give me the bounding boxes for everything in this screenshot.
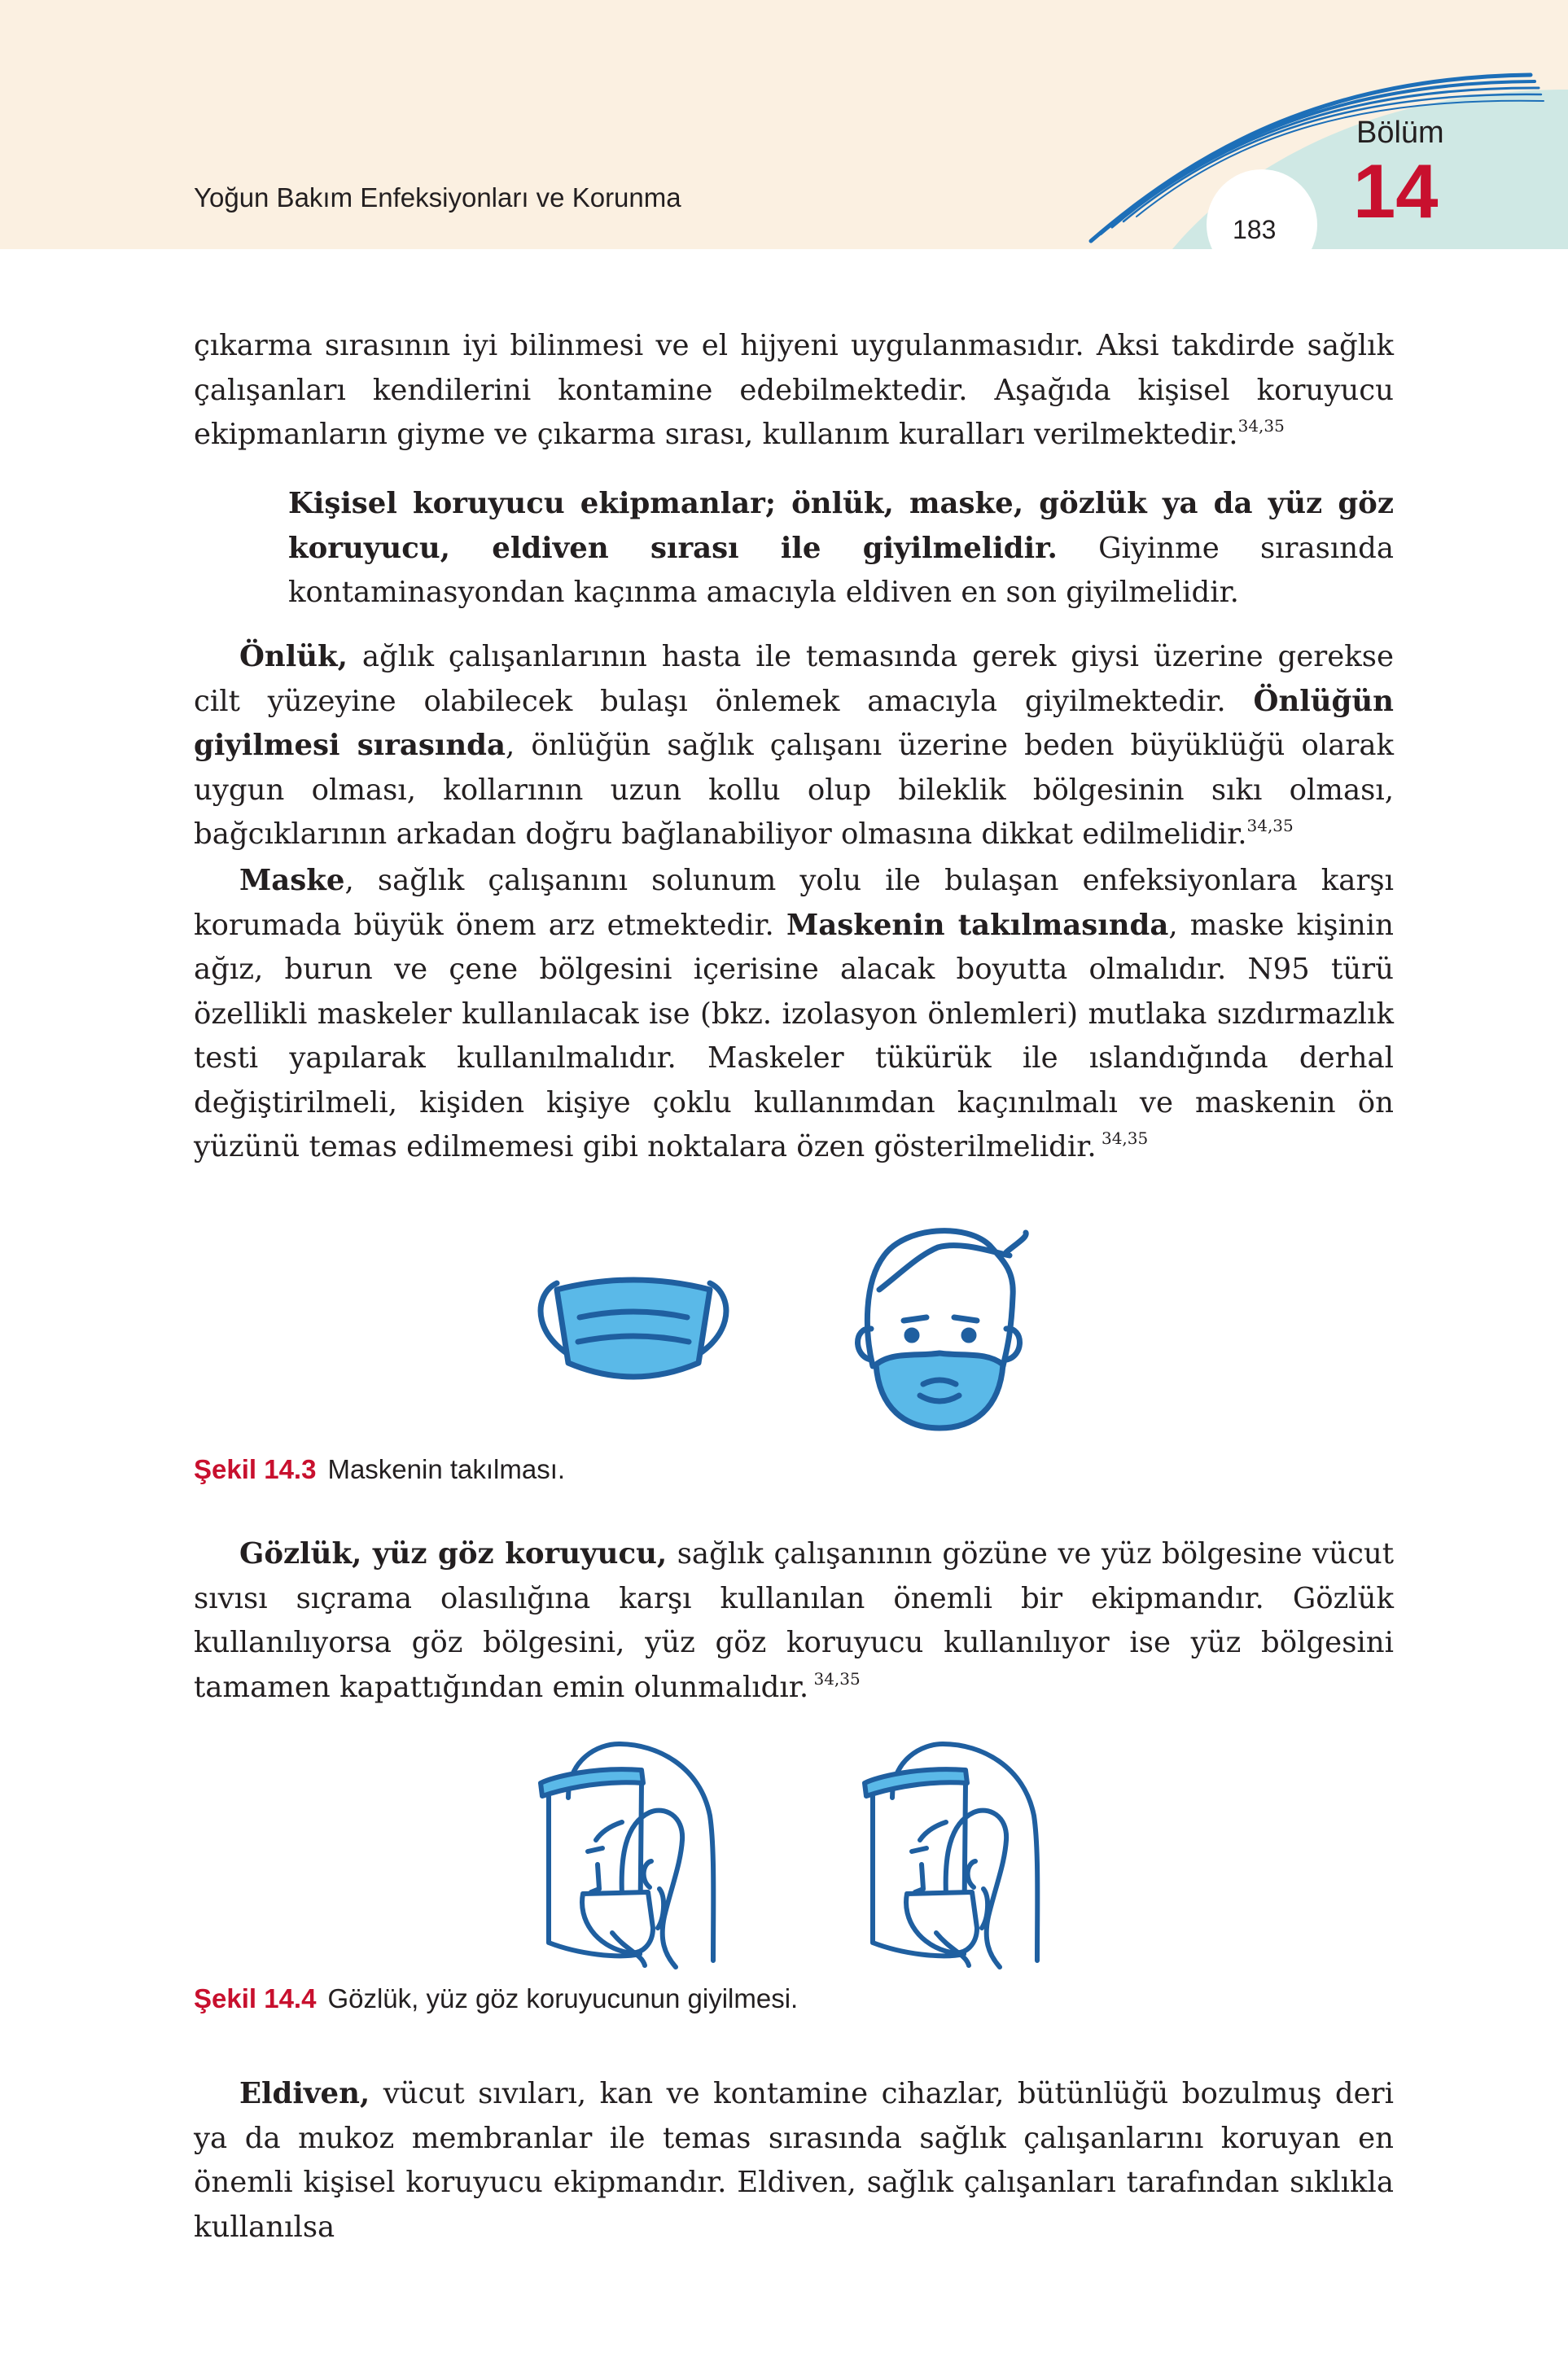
mask-donning-term: Maskenin takılmasında — [786, 908, 1169, 942]
chapter-number: 14 — [1353, 148, 1439, 234]
mask-text-1: , sağlık çalışanını solunum yolu ile bulaşan enfeksiyonlara karşı korumada büyük önem arz etmektedir. — [194, 864, 1394, 942]
citation-ref: 34,35 — [1237, 416, 1285, 436]
glove-text: vücut sıvıları, kan ve kontamine cihazlar, bütünlüğü bozulmuş deri ya da mukoz membranlar ile temas sırasında sağlık çalışanlarını koruyan en önemli kişisel koruyucu ekipmandır. Eldiven, sağlık çalışanları tarafından sıklıkla kullanılsa — [194, 2077, 1394, 2244]
face-shield-term: Gözlük, yüz göz koruyucu, — [239, 1537, 668, 1571]
figure-14-3-illustration — [521, 1205, 1050, 1449]
gown-text-1: ağlık çalışanlarının hasta ile temasında gerek giysi üzerine gerekse cilt yüzeyine olabilecek bulaşı önlemek amacıyla giyilmektedir. — [194, 640, 1394, 718]
face-shield-text: sağlık çalışanının gözüne ve yüz bölgesine vücut sıvısı sıçrama olasılığına karşı kullanılan önemli bir ekipmandır. Gözlük kullanılıyorsa göz bölgesini, yüz göz koruyucu kullanılıyor ise yüz bölgesini tamamen kapattığından emin olunmalıdır. — [194, 1537, 1394, 1704]
mask-term: Maske — [239, 864, 345, 897]
intro-paragraph — [194, 324, 1394, 458]
gown-term: Önlük, — [239, 640, 348, 673]
intro-text: çıkarma sırasının iyi bilinmesi ve el hijyeni uygulanmasıdır. Aksi takdirde sağlık çalışanları kendilerini kontamine edebilmektedir. Aşağıda kişisel koruyucu ekipmanların giyme ve çıkarma sırası, kullanım kuralları verilmektedir. — [194, 329, 1394, 451]
gown-donning-term: Önlüğün giyilmesi sırasında — [194, 684, 1394, 762]
face-shield-paragraph — [194, 1532, 1394, 1710]
gown-paragraph — [194, 635, 1394, 857]
chapter-label: Bölüm — [1356, 116, 1444, 150]
masked-face-icon — [858, 1231, 1027, 1428]
figure-caption-text: Gözlük, yüz göz koruyucunun giyilmesi. — [327, 1983, 799, 2013]
ppe-order-note — [288, 482, 1394, 616]
running-title: Yoğun Bakım Enfeksiyonları ve Korunma — [194, 182, 681, 213]
figure-14-4-illustration — [521, 1734, 1058, 1978]
citation-ref: 34,35 — [1096, 1128, 1149, 1148]
citation-ref: 34,35 — [808, 1668, 861, 1689]
face-shield-icon — [541, 1744, 713, 1967]
figure-number: Şekil 14.4 — [194, 1983, 317, 2013]
figure-number: Şekil 14.3 — [194, 1454, 317, 1484]
face-shield-icon — [865, 1744, 1037, 1967]
ppe-order-bold: Kişisel koruyucu ekipmanlar; önlük, maske, gözlük ya da yüz göz koruyucu, eldiven sırası ile giyilmelidir. — [288, 487, 1394, 565]
surgical-mask-icon — [541, 1280, 726, 1377]
glove-term: Eldiven, — [239, 2077, 370, 2110]
figure-14-3-caption — [194, 1454, 565, 1485]
gown-text-2: , önlüğün sağlık çalışanı üzerine beden büyüklüğü olarak uygun olması, kollarının uzun kollu olup bileklik bölgesinin sıkı olması, bağcıklarının arkadan doğru bağlanabiliyor olmasına dikkat edilmelidir. — [194, 729, 1394, 851]
ppe-order-text: Giyinme sırasında kontaminasyondan kaçınma amacıyla eldiven en son giyilmelidir. — [288, 531, 1394, 609]
mask-paragraph — [194, 859, 1394, 1170]
mask-text-2: , maske kişinin ağız, burun ve çene bölgesini içerisine alacak boyutta olmalıdır. N95 türü özellikli maskeler kullanılacak ise (bkz. izolasyon önlemleri) mutlaka sızdırmazlık testi yapılarak kullanılmalıdır. Maskeler tükürük ile ıslandığında derhal değiştirilmeli, kişiden kişiye çoklu kullanımdan kaçınılmalı ve maskenin ön yüzünü temas edilmemesi gibi noktalara özen gösterilmelidir. — [194, 908, 1394, 1163]
page-number: 183 — [1233, 215, 1277, 244]
figure-caption-text: Maskenin takılması. — [327, 1454, 566, 1484]
citation-ref: 34,35 — [1246, 816, 1294, 835]
figure-14-4-caption — [194, 1983, 798, 2014]
page-header — [0, 0, 1568, 249]
glove-paragraph — [194, 2072, 1394, 2250]
